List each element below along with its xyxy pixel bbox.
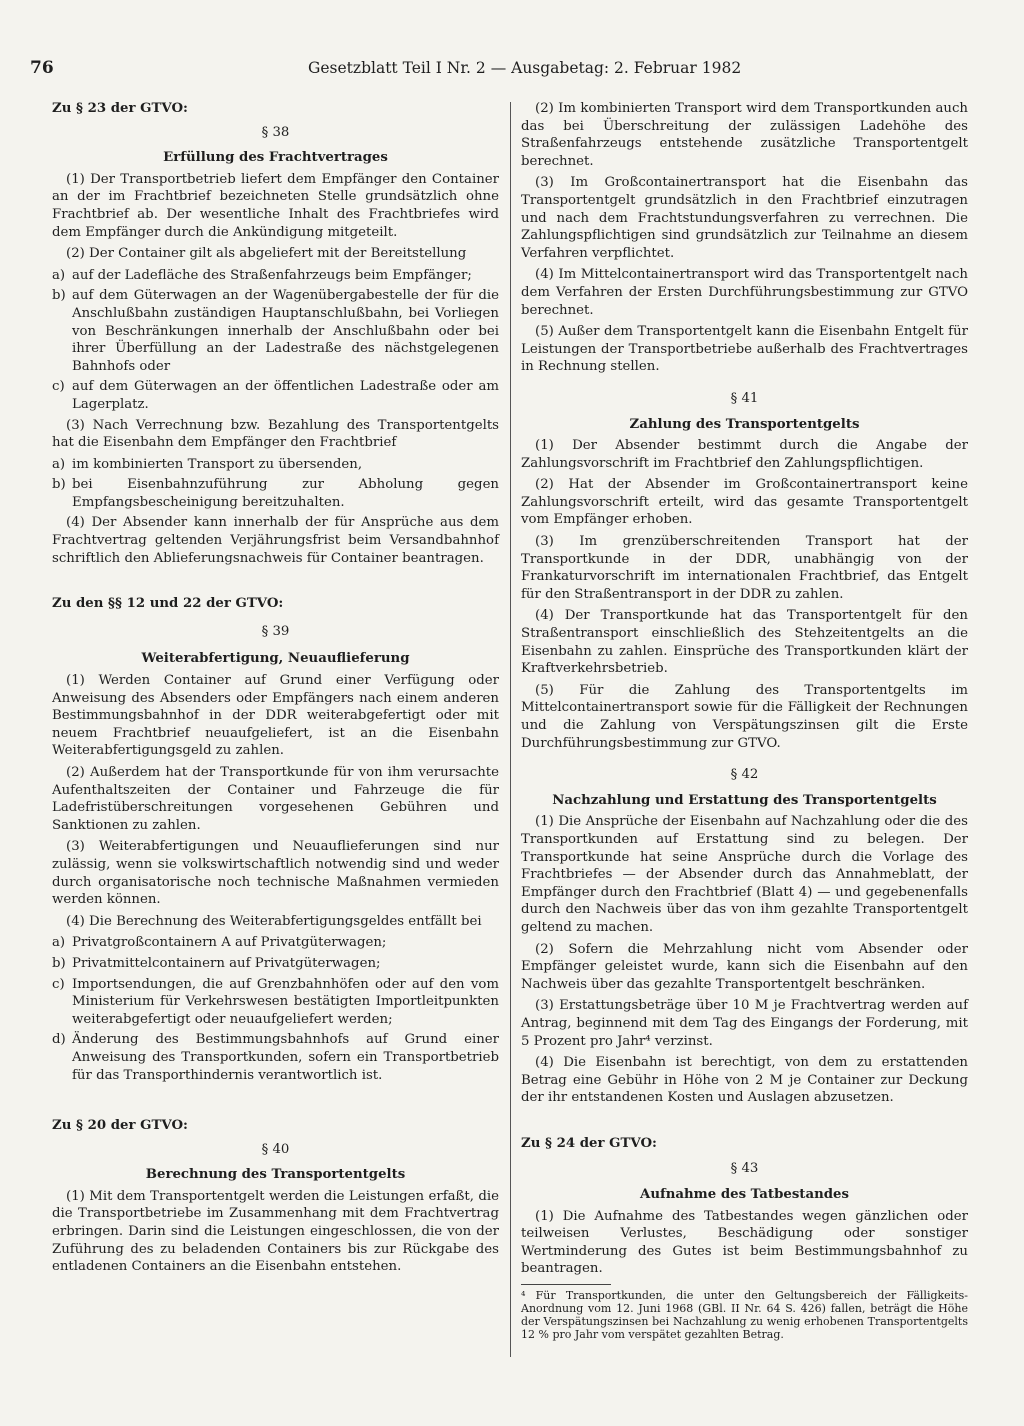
paragraph-title-42: Nachzahlung und Erstattung des Transportentgelts — [552, 792, 937, 808]
s40-abs4: (4) Im Mittelcontainertransport wird das Transportentgelt nach dem Verfahren der Ersten Durchführungsbestimmung zur GTVO berechnet. — [521, 267, 968, 318]
paragraph-title-38: Erfüllung des Frachtvertrages — [163, 150, 388, 166]
paragraph-title-39: Weiterabfertigung, Neuauflieferung — [141, 651, 410, 667]
s39-item-a-text: Privatgroßcontainern A auf Privatgüterwagen; — [72, 935, 387, 951]
s41-abs3: (3) Im grenzüberschreitenden Transport hat der Transportkunde in der DDR, unabhängig von der Frankaturvorschrift im internationalen Frachtbrief, das Entgelt für den Straßentransport in der DDR zu zahlen. — [521, 534, 968, 602]
s39-item-c-text: Importsendungen, die auf Grenzbahnhöfen oder auf den vom Ministerium für Verkehrswesen bestätigten Importleitpunkten weiterabgefertigt oder neuaufgeliefert werden; — [72, 976, 499, 1027]
s38-abs3-item-a — [52, 456, 499, 474]
s39-abs1: (1) Werden Container auf Grund einer Verfügung oder Anweisung des Absenders oder Empfängers nach einem anderen Bestimmungsbahnhof in der DDR weiterabgefertigt oder mit neuem Frachtbrief neuaufgeliefert, ist an die Eisenbahn Weiterabfertigungsgeld zu zahlen. — [52, 673, 499, 759]
s39-item-d — [52, 1031, 499, 1084]
section-reference-20: Zu § 20 der GTVO: — [52, 1118, 188, 1134]
paragraph-title-40: Berechnung des Transportentgelts — [145, 1167, 406, 1183]
section-reference-23: Zu § 23 der GTVO: — [52, 101, 188, 116]
s42-abs1: (1) Die Ansprüche der Eisenbahn auf Nachzahlung oder die des Transportkunden auf Erstattung sind zu belegen. Der Transportkunde hat seine Ansprüche durch die Vorlage des Frachtbriefes — der Absender durch das Annahmeblatt, der Empfänger durch den Frachtbrief (Blatt 4) — und gegebenenfalls durch den Nachweis über das von ihm gezahlte Transportentgelt geltend zu machen. — [521, 814, 968, 935]
footnote-4: ⁴ Für Transportkunden, die unter den Geltungsbereich der Fälligkeits-Anordnung vom 12. Juni 1968 (GBl. II Nr. 64 S. 426) fallen, beträgt die Höhe der Verspätungszinsen bei Nachzahlung zu wenig erhobenen Transportentgelts 12 % pro Jahr vom verspätet gezahlten Betrag. — [521, 1289, 968, 1342]
running-title: Gesetzblatt Teil I Nr. 2 — Ausgabetag: 2. Februar 1982 — [308, 59, 742, 77]
s38-item-a-label: a) — [52, 267, 66, 283]
s39-item-c — [52, 976, 499, 1029]
s40-abs3: (3) Im Großcontainertransport hat die Eisenbahn das Transportentgelt grundsätzlich in den Frachtbrief einzutragen und nach dem Frachtstundungsverfahren zu verrechnen. Die Zahlungspflichtigen sind grundsätzlich zur Teilnahme an diesem Verfahren verpflichtet. — [521, 175, 968, 261]
paragraph-number-39: § 39 — [261, 623, 290, 639]
section-reference-12-22: Zu den §§ 12 und 22 der GTVO: — [52, 596, 284, 612]
s41-abs2: (2) Hat der Absender im Großcontainertransport keine Zahlungsvorschrift erteilt, wird das gesamte Transportentgelt vom Empfänger erhoben. — [521, 477, 968, 528]
s39-item-a-label: a) — [52, 935, 66, 951]
s38-abs3: (3) Nach Verrechnung bzw. Bezahlung des Transportentgelts hat die Eisenbahn dem Empfänger den Frachtbrief — [52, 417, 499, 451]
s38-item-c-label: c) — [52, 379, 65, 395]
paragraph-number-42: § 42 — [730, 767, 759, 783]
s40-abs1: (1) Mit dem Transportentgelt werden die Leistungen erfaßt, die die Transportbetriebe im Zusammenhang mit dem Frachtvertrag erbringen. Darin sind die Leistungen eingeschlossen, die von der Zuführung des zu beladenden Containers bis zur Rückgabe des entladenen Containers an die Eisenbahn entstehen. — [52, 1188, 499, 1275]
s38-item-c — [52, 378, 499, 413]
s39-item-b-label: b) — [52, 955, 66, 971]
s38-item-c-text: auf dem Güterwagen an der öffentlichen Ladestraße oder am Lagerplatz. — [72, 379, 499, 412]
left-column — [52, 100, 499, 1280]
s41-abs4: (4) Der Transportkunde hat das Transportentgelt für den Straßentransport einschließlich des Stehzeitentgelts an die Eisenbahn zu zahlen. Einsprüche des Transportkunden klärt der Kraftverkehrsbetrieb. — [521, 608, 968, 677]
page-number: 76 — [30, 58, 54, 78]
s38-abs1: (1) Der Transportbetrieb liefert dem Empfänger den Container an der im Frachtbrief bezeichneten Stelle grundsätzlich ohne Frachtbrief ab. Der wesentliche Inhalt des Frachtbriefes wird dem Empfänger durch die Ankündigung mitgeteilt. — [52, 171, 499, 240]
paragraph-number-38: § 38 — [261, 124, 290, 140]
section-reference-24: Zu § 24 der GTVO: — [521, 1135, 657, 1151]
s38-abs4: (4) Der Absender kann innerhalb der für Ansprüche aus dem Frachtvertrag geltenden Verjährungsfrist beim Versandbahnhof schriftlich den Ablieferungsnachweis für Container beantragen. — [52, 515, 499, 566]
paragraph-title-41: Zahlung des Transportentgelts — [629, 416, 860, 432]
s38-abs3-item-a-label: a) — [52, 456, 66, 472]
s38-abs3-item-b — [52, 476, 499, 511]
footnote-rule — [521, 1284, 611, 1285]
column-divider — [510, 102, 511, 1357]
page-header — [30, 58, 742, 82]
s38-item-b-text: auf dem Güterwagen an der Wagenübergabestelle der für die Anschlußbahn zuständigen Hauptanschlußbahn, bei Vorliegen von Beschränkungen innerhalb der Anschlußbahn oder bei ihrer Überfüllung an der Ladestraße des nächstgelegenen Bahnhofs oder — [72, 288, 499, 374]
s39-item-b-text: Privatmittelcontainern auf Privatgüterwagen; — [72, 955, 381, 971]
s38-abs2: (2) Der Container gilt als abgeliefert mit der Bereitstellung — [66, 246, 467, 262]
s39-abs4: (4) Die Berechnung des Weiterabfertigungsgeldes entfällt bei — [66, 913, 482, 929]
s38-item-b — [52, 287, 499, 375]
s41-abs5: (5) Für die Zahlung des Transportentgelts im Mittelcontainertransport sowie für die Fälligkeit der Rechnungen und die Zahlung von Verspätungszinsen gilt die Erste Durchführungsbestimmung zur GTVO. — [521, 682, 968, 751]
s39-item-c-label: c) — [52, 976, 65, 992]
s39-item-b — [52, 955, 499, 973]
s38-abs3-item-b-text: bei Eisenbahnzuführung zur Abholung gegen Empfangsbescheinigung bereitzuhalten. — [72, 477, 499, 510]
s39-abs2: (2) Außerdem hat der Transportkunde für von ihm verursachte Aufenthaltszeiten der Container und Fahrzeuge die für Ladefristüberschreitungen vorgesehenen Gebühren und Sanktionen zu zahlen. — [52, 765, 499, 833]
s38-abs3-item-a-text: im kombinierten Transport zu übersenden, — [72, 456, 363, 472]
s38-abs3-item-b-label: b) — [52, 477, 66, 493]
s38-item-a — [52, 267, 499, 285]
s38-item-a-text: auf der Ladefläche des Straßenfahrzeugs beim Empfänger; — [72, 267, 472, 283]
paragraph-number-41: § 41 — [730, 390, 759, 406]
s39-item-d-label: d) — [52, 1032, 66, 1048]
s39-item-a — [52, 934, 499, 952]
paragraph-number-40: § 40 — [261, 1141, 290, 1157]
s40-abs2: (2) Im kombinierten Transport wird dem Transportkunden auch das bei Überschreitung der zulässigen Ladehöhe des Straßenfahrzeugs entstehende zusätzliche Transportentgelt berechnet. — [521, 101, 968, 169]
s39-abs3: (3) Weiterabfertigungen und Neuauflieferungen sind nur zulässig, wenn sie volkswirtschaftlich notwendig sind und weder durch organisatorische noch technische Maßnahmen vermieden werden können. — [52, 839, 499, 908]
s38-item-b-label: b) — [52, 288, 66, 304]
s39-item-d-text: Änderung des Bestimmungsbahnhofs auf Grund einer Anweisung des Transportkunden, sofern ein Transportbetrieb für das Transporthindernis verantwortlich ist. — [72, 1032, 499, 1083]
right-column — [521, 100, 968, 1341]
s42-abs2: (2) Sofern die Mehrzahlung nicht vom Absender oder Empfänger geleistet wurde, kann sich die Eisenbahn auf den Nachweis über das gezahlte Transportentgelt beschränken. — [521, 941, 968, 992]
s41-abs1: (1) Der Absender bestimmt durch die Angabe der Zahlungsvorschrift im Frachtbrief den Zahlungspflichtigen. — [521, 438, 968, 471]
s42-abs4: (4) Die Eisenbahn ist berechtigt, von dem zu erstattenden Betrag eine Gebühr in Höhe von 2 M je Container zur Deckung der ihr entstandenen Kosten und Auslagen abzusetzen. — [521, 1055, 968, 1106]
paragraph-title-43: Aufnahme des Tatbestandes — [640, 1187, 849, 1203]
s43-abs1: (1) Die Aufnahme des Tatbestandes wegen gänzlichen oder teilweisen Verlustes, Beschädigung oder sonstiger Wertminderung des Gutes ist beim Bestimmungsbahnhof zu beantragen. — [521, 1208, 968, 1277]
paragraph-number-43: § 43 — [730, 1161, 759, 1177]
s40-abs5: (5) Außer dem Transportentgelt kann die Eisenbahn Entgelt für Leistungen der Transportbetriebe außerhalb des Frachtvertrages in Rechnung stellen. — [521, 324, 968, 375]
s42-abs3: (3) Erstattungsbeträge über 10 M je Frachtvertrag werden auf Antrag, beginnend mit dem Tag des Eingangs der Forderung, mit 5 Prozent pro Jahr⁴ verzinst. — [521, 998, 968, 1049]
